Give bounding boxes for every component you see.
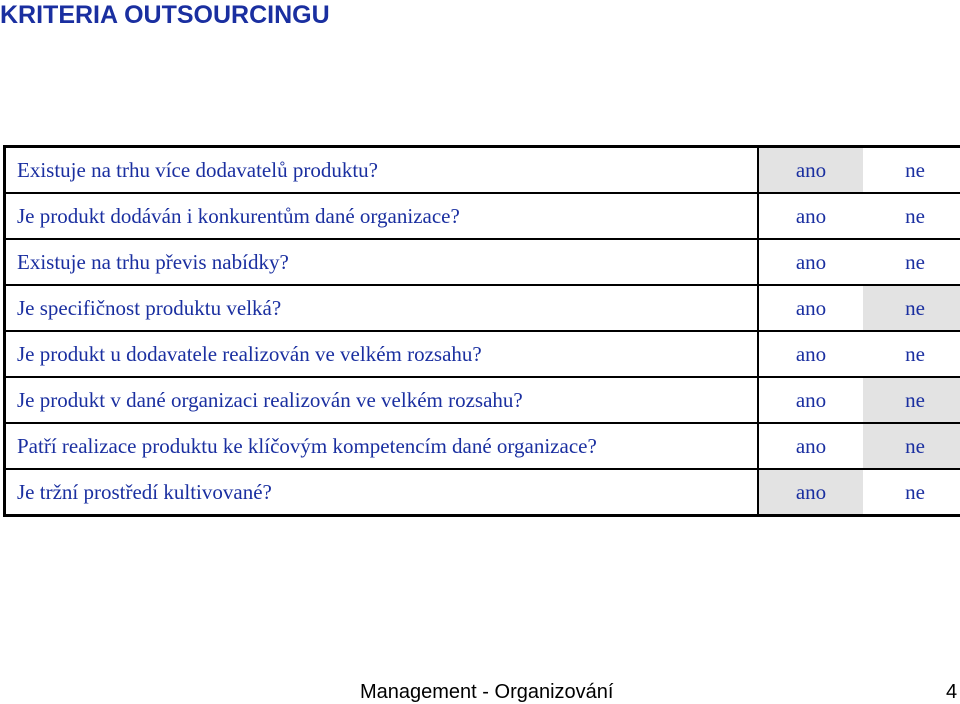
answer-no: ne bbox=[863, 331, 960, 377]
page-number: 4 bbox=[946, 681, 958, 703]
table-row bbox=[5, 285, 960, 331]
criterion-question: Je produkt dodáván i konkurentům dané organizace? bbox=[5, 193, 759, 239]
answer-yes: ano bbox=[758, 423, 863, 469]
table-row bbox=[5, 423, 960, 469]
criteria-table bbox=[3, 145, 960, 517]
answer-no: ne bbox=[863, 423, 960, 469]
answer-yes: ano bbox=[758, 147, 863, 194]
answer-no: ne bbox=[863, 147, 960, 194]
criterion-question: Je specifičnost produktu velká? bbox=[5, 285, 759, 331]
answer-no: ne bbox=[863, 377, 960, 423]
criterion-question: Patří realizace produktu ke klíčovým kompetencím dané organizace? bbox=[5, 423, 759, 469]
answer-yes: ano bbox=[758, 285, 863, 331]
criterion-question: Existuje na trhu převis nabídky? bbox=[5, 239, 759, 285]
answer-no: ne bbox=[863, 469, 960, 516]
table-row bbox=[5, 239, 960, 285]
table-row bbox=[5, 377, 960, 423]
criterion-question: Existuje na trhu více dodavatelů produktu? bbox=[17, 157, 378, 182]
answer-yes: ano bbox=[758, 469, 863, 516]
table-row bbox=[5, 147, 960, 194]
criterion-question: Je produkt u dodavatele realizován ve velkém rozsahu? bbox=[5, 331, 759, 377]
answer-yes: ano bbox=[758, 239, 863, 285]
answer-no: ne bbox=[863, 285, 960, 331]
answer-yes: ano bbox=[758, 193, 863, 239]
answer-yes: ano bbox=[758, 331, 863, 377]
table-row bbox=[5, 331, 960, 377]
page-title: KRITERIA OUTSOURCINGU bbox=[0, 1, 330, 29]
table-row bbox=[5, 193, 960, 239]
answer-no: ne bbox=[863, 239, 960, 285]
criterion-question: Je produkt v dané organizaci realizován ve velkém rozsahu? bbox=[5, 377, 759, 423]
footer-text: Management - Organizování bbox=[360, 681, 614, 703]
criterion-question: Je tržní prostředí kultivované? bbox=[5, 469, 759, 516]
answer-yes: ano bbox=[758, 377, 863, 423]
answer-no: ne bbox=[863, 193, 960, 239]
table-row bbox=[5, 469, 960, 516]
